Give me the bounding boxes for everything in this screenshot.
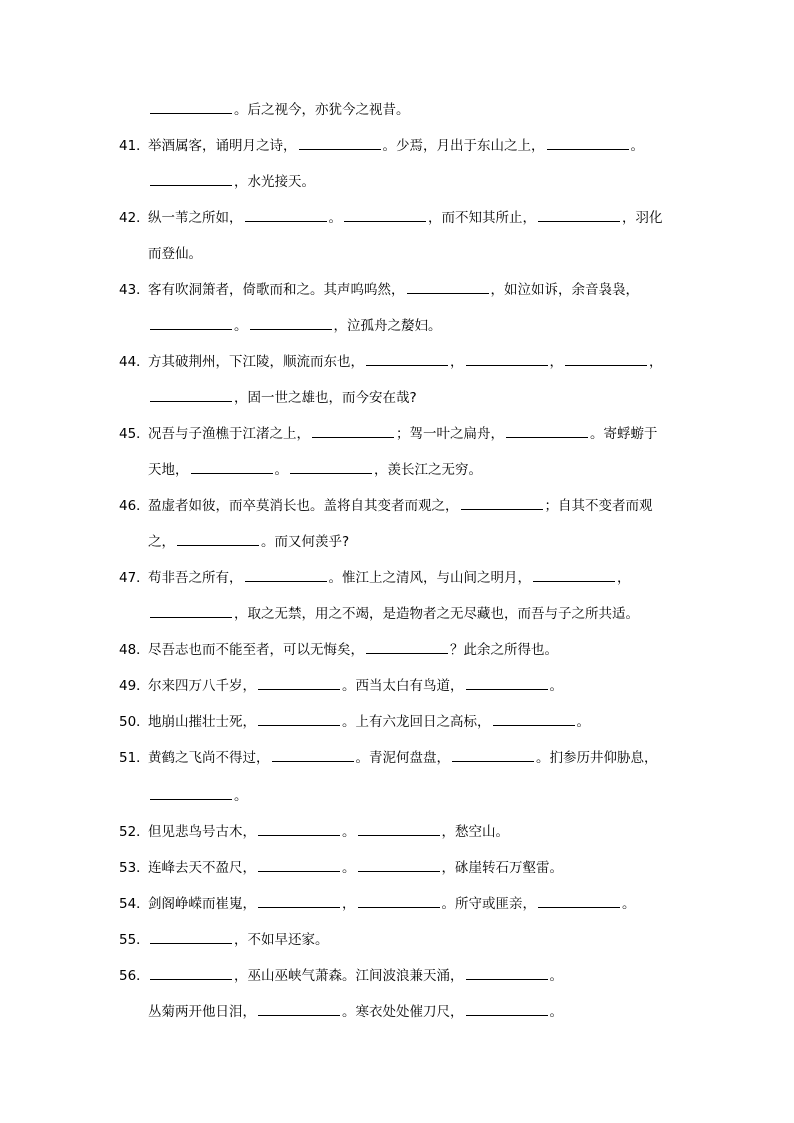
question-line bbox=[148, 1002, 563, 1022]
question-line bbox=[119, 748, 658, 768]
question-number: 43． bbox=[119, 282, 150, 298]
question-text: 丛菊两开他日泪， bbox=[148, 1004, 256, 1020]
answer-blank[interactable] bbox=[150, 966, 232, 980]
answer-blank[interactable] bbox=[358, 822, 440, 836]
question-line bbox=[148, 532, 349, 552]
question-line bbox=[119, 676, 563, 696]
question-number: 56． bbox=[119, 968, 150, 984]
question-text: 黄鹤之飞尚不得过， bbox=[148, 750, 270, 766]
answer-blank[interactable] bbox=[366, 640, 448, 654]
question-text: ，取之无禁，用之不竭，是造物者之无尽藏也，而吾与子之所共适。 bbox=[234, 606, 639, 622]
question-number: 49． bbox=[119, 678, 150, 694]
answer-blank[interactable] bbox=[493, 712, 575, 726]
answer-blank[interactable] bbox=[506, 424, 588, 438]
question-line bbox=[119, 930, 329, 950]
answer-blank[interactable] bbox=[538, 894, 620, 908]
question-text: 纵一苇之所如， bbox=[148, 210, 243, 226]
answer-blank[interactable] bbox=[258, 1002, 340, 1016]
answer-blank[interactable] bbox=[150, 786, 232, 800]
answer-blank[interactable] bbox=[258, 676, 340, 690]
question-line bbox=[119, 280, 639, 300]
question-line bbox=[119, 822, 509, 842]
answer-blank[interactable] bbox=[258, 712, 340, 726]
answer-blank[interactable] bbox=[358, 858, 440, 872]
question-text: ，如泣如诉，余音袅袅， bbox=[490, 282, 639, 298]
question-text: 地崩山摧壮士死， bbox=[148, 714, 256, 730]
question-line bbox=[148, 786, 248, 806]
question-text: ；自其不变者而观 bbox=[544, 498, 653, 514]
question-line bbox=[148, 100, 410, 120]
question-number: 41． bbox=[119, 138, 150, 154]
answer-blank[interactable] bbox=[258, 822, 340, 836]
answer-blank[interactable] bbox=[258, 894, 340, 908]
answer-blank[interactable] bbox=[565, 352, 647, 366]
question-text: 苟非吾之所有， bbox=[148, 570, 243, 586]
question-text: ， bbox=[549, 354, 563, 370]
question-text: 之， bbox=[148, 534, 175, 550]
question-text: 。西当太白有鸟道， bbox=[342, 678, 464, 694]
question-text: 。上有六龙回日之高标， bbox=[342, 714, 491, 730]
question-text: 。后之视今，亦犹今之视昔。 bbox=[234, 102, 410, 118]
question-number: 55． bbox=[119, 932, 150, 948]
answer-blank[interactable] bbox=[150, 316, 232, 330]
question-text: ，羽化 bbox=[622, 210, 663, 226]
question-number: 42． bbox=[119, 210, 150, 226]
question-text: 。 bbox=[549, 1004, 563, 1020]
answer-blank[interactable] bbox=[150, 100, 232, 114]
question-text: 。 bbox=[328, 210, 342, 226]
answer-blank[interactable] bbox=[461, 496, 543, 510]
answer-blank[interactable] bbox=[150, 604, 232, 618]
answer-blank[interactable] bbox=[150, 388, 232, 402]
question-text: 。 bbox=[549, 678, 563, 694]
question-text: 。所守或匪亲， bbox=[441, 896, 536, 912]
question-text: ，不如早还家。 bbox=[234, 932, 329, 948]
question-text: 。扪参历井仰胁息， bbox=[536, 750, 658, 766]
question-text: 客有吹洞箫者，倚歌而和之。其声呜呜然， bbox=[148, 282, 405, 298]
question-text: ；驾一叶之扁舟， bbox=[396, 426, 504, 442]
question-text: 。 bbox=[630, 138, 644, 154]
question-text: ？此余之所得也。 bbox=[450, 642, 558, 658]
question-text: ，羡长江之无穷。 bbox=[374, 462, 482, 478]
question-text: 。 bbox=[622, 896, 636, 912]
question-number: 53． bbox=[119, 860, 150, 876]
question-text: 尽吾志也而不能至者，可以无悔矣， bbox=[148, 642, 364, 658]
answer-blank[interactable] bbox=[533, 568, 615, 582]
answer-blank[interactable] bbox=[245, 208, 327, 222]
question-text: 尔来四万八千岁， bbox=[148, 678, 256, 694]
question-text: ，砯崖转石万壑雷。 bbox=[441, 860, 563, 876]
answer-blank[interactable] bbox=[466, 966, 548, 980]
question-text: 。 bbox=[234, 788, 248, 804]
question-line bbox=[119, 858, 563, 878]
question-line bbox=[148, 316, 442, 336]
question-text: ，泣孤舟之嫠妇。 bbox=[333, 318, 442, 334]
answer-blank[interactable] bbox=[258, 858, 340, 872]
question-line bbox=[119, 496, 653, 516]
question-number: 52． bbox=[119, 824, 150, 840]
question-text: 方其破荆州，下江陵，顺流而东也， bbox=[148, 354, 364, 370]
question-line bbox=[119, 568, 631, 588]
question-text: 。而又何羡乎? bbox=[261, 534, 350, 550]
question-text: 而登仙。 bbox=[148, 246, 202, 262]
question-line bbox=[119, 966, 563, 986]
answer-blank[interactable] bbox=[177, 532, 259, 546]
question-text: 。寒衣处处催刀尺， bbox=[342, 1004, 464, 1020]
question-text: ， bbox=[649, 354, 663, 370]
answer-blank[interactable] bbox=[312, 424, 394, 438]
answer-blank[interactable] bbox=[466, 1002, 548, 1016]
question-number: 45． bbox=[119, 426, 150, 442]
answer-blank[interactable] bbox=[299, 136, 381, 150]
question-text: 天地， bbox=[148, 462, 189, 478]
question-text: ，固一世之雄也，而今安在哉? bbox=[234, 390, 417, 406]
question-line bbox=[148, 388, 417, 408]
question-text: 连峰去天不盈尺， bbox=[148, 860, 256, 876]
question-line bbox=[119, 894, 636, 914]
question-text: 举酒属客，诵明月之诗， bbox=[148, 138, 297, 154]
question-number: 54． bbox=[119, 896, 150, 912]
question-number: 46． bbox=[119, 498, 150, 514]
question-text: 。 bbox=[274, 462, 288, 478]
question-line bbox=[148, 172, 315, 192]
answer-blank[interactable] bbox=[272, 748, 354, 762]
question-text: 。惟江上之清风，与山间之明月， bbox=[328, 570, 531, 586]
answer-blank[interactable] bbox=[245, 568, 327, 582]
question-text: 。 bbox=[342, 860, 356, 876]
answer-blank[interactable] bbox=[191, 460, 273, 474]
question-line bbox=[148, 460, 482, 480]
question-text: ，愁空山。 bbox=[441, 824, 509, 840]
question-text: 。青泥何盘盘， bbox=[355, 750, 450, 766]
question-text: 。寄蜉蝣于 bbox=[590, 426, 658, 442]
answer-blank[interactable] bbox=[466, 352, 548, 366]
question-line bbox=[119, 136, 644, 156]
question-line bbox=[119, 640, 558, 660]
question-text: 。 bbox=[234, 318, 248, 334]
question-text: ， bbox=[617, 570, 631, 586]
question-line bbox=[119, 208, 663, 228]
answer-blank[interactable] bbox=[547, 136, 629, 150]
answer-blank[interactable] bbox=[150, 172, 232, 186]
answer-blank[interactable] bbox=[358, 894, 440, 908]
question-text: ， bbox=[342, 896, 356, 912]
answer-blank[interactable] bbox=[452, 748, 534, 762]
answer-blank[interactable] bbox=[466, 676, 548, 690]
question-text: ， bbox=[450, 354, 464, 370]
question-text: ，巫山巫峡气萧森。江间波浪兼天涌， bbox=[234, 968, 464, 984]
question-text: 。 bbox=[342, 824, 356, 840]
answer-blank[interactable] bbox=[366, 352, 448, 366]
question-text: 。少焉，月出于东山之上， bbox=[382, 138, 545, 154]
question-line bbox=[119, 352, 663, 372]
answer-blank[interactable] bbox=[407, 280, 489, 294]
question-text: 盈虚者如彼，而卒莫消长也。盖将自其变者而观之， bbox=[148, 498, 459, 514]
question-text: 。 bbox=[549, 968, 563, 984]
question-text: 剑阁峥嵘而崔嵬， bbox=[148, 896, 256, 912]
question-text: ，而不知其所止， bbox=[428, 210, 536, 226]
question-line bbox=[148, 244, 202, 264]
question-number: 51． bbox=[119, 750, 150, 766]
question-text: 。 bbox=[576, 714, 590, 730]
answer-blank[interactable] bbox=[290, 460, 372, 474]
answer-blank[interactable] bbox=[538, 208, 620, 222]
question-number: 48． bbox=[119, 642, 150, 658]
question-number: 47． bbox=[119, 570, 150, 586]
answer-blank[interactable] bbox=[150, 930, 232, 944]
question-number: 50． bbox=[119, 714, 150, 730]
question-line bbox=[119, 712, 590, 732]
answer-blank[interactable] bbox=[250, 316, 332, 330]
question-line bbox=[119, 424, 658, 444]
question-text: 况吾与子渔樵于江渚之上， bbox=[148, 426, 310, 442]
question-number: 44． bbox=[119, 354, 150, 370]
question-text: ，水光接天。 bbox=[234, 174, 315, 190]
question-text: 但见悲鸟号古木， bbox=[148, 824, 256, 840]
answer-blank[interactable] bbox=[344, 208, 426, 222]
question-line bbox=[148, 604, 639, 624]
